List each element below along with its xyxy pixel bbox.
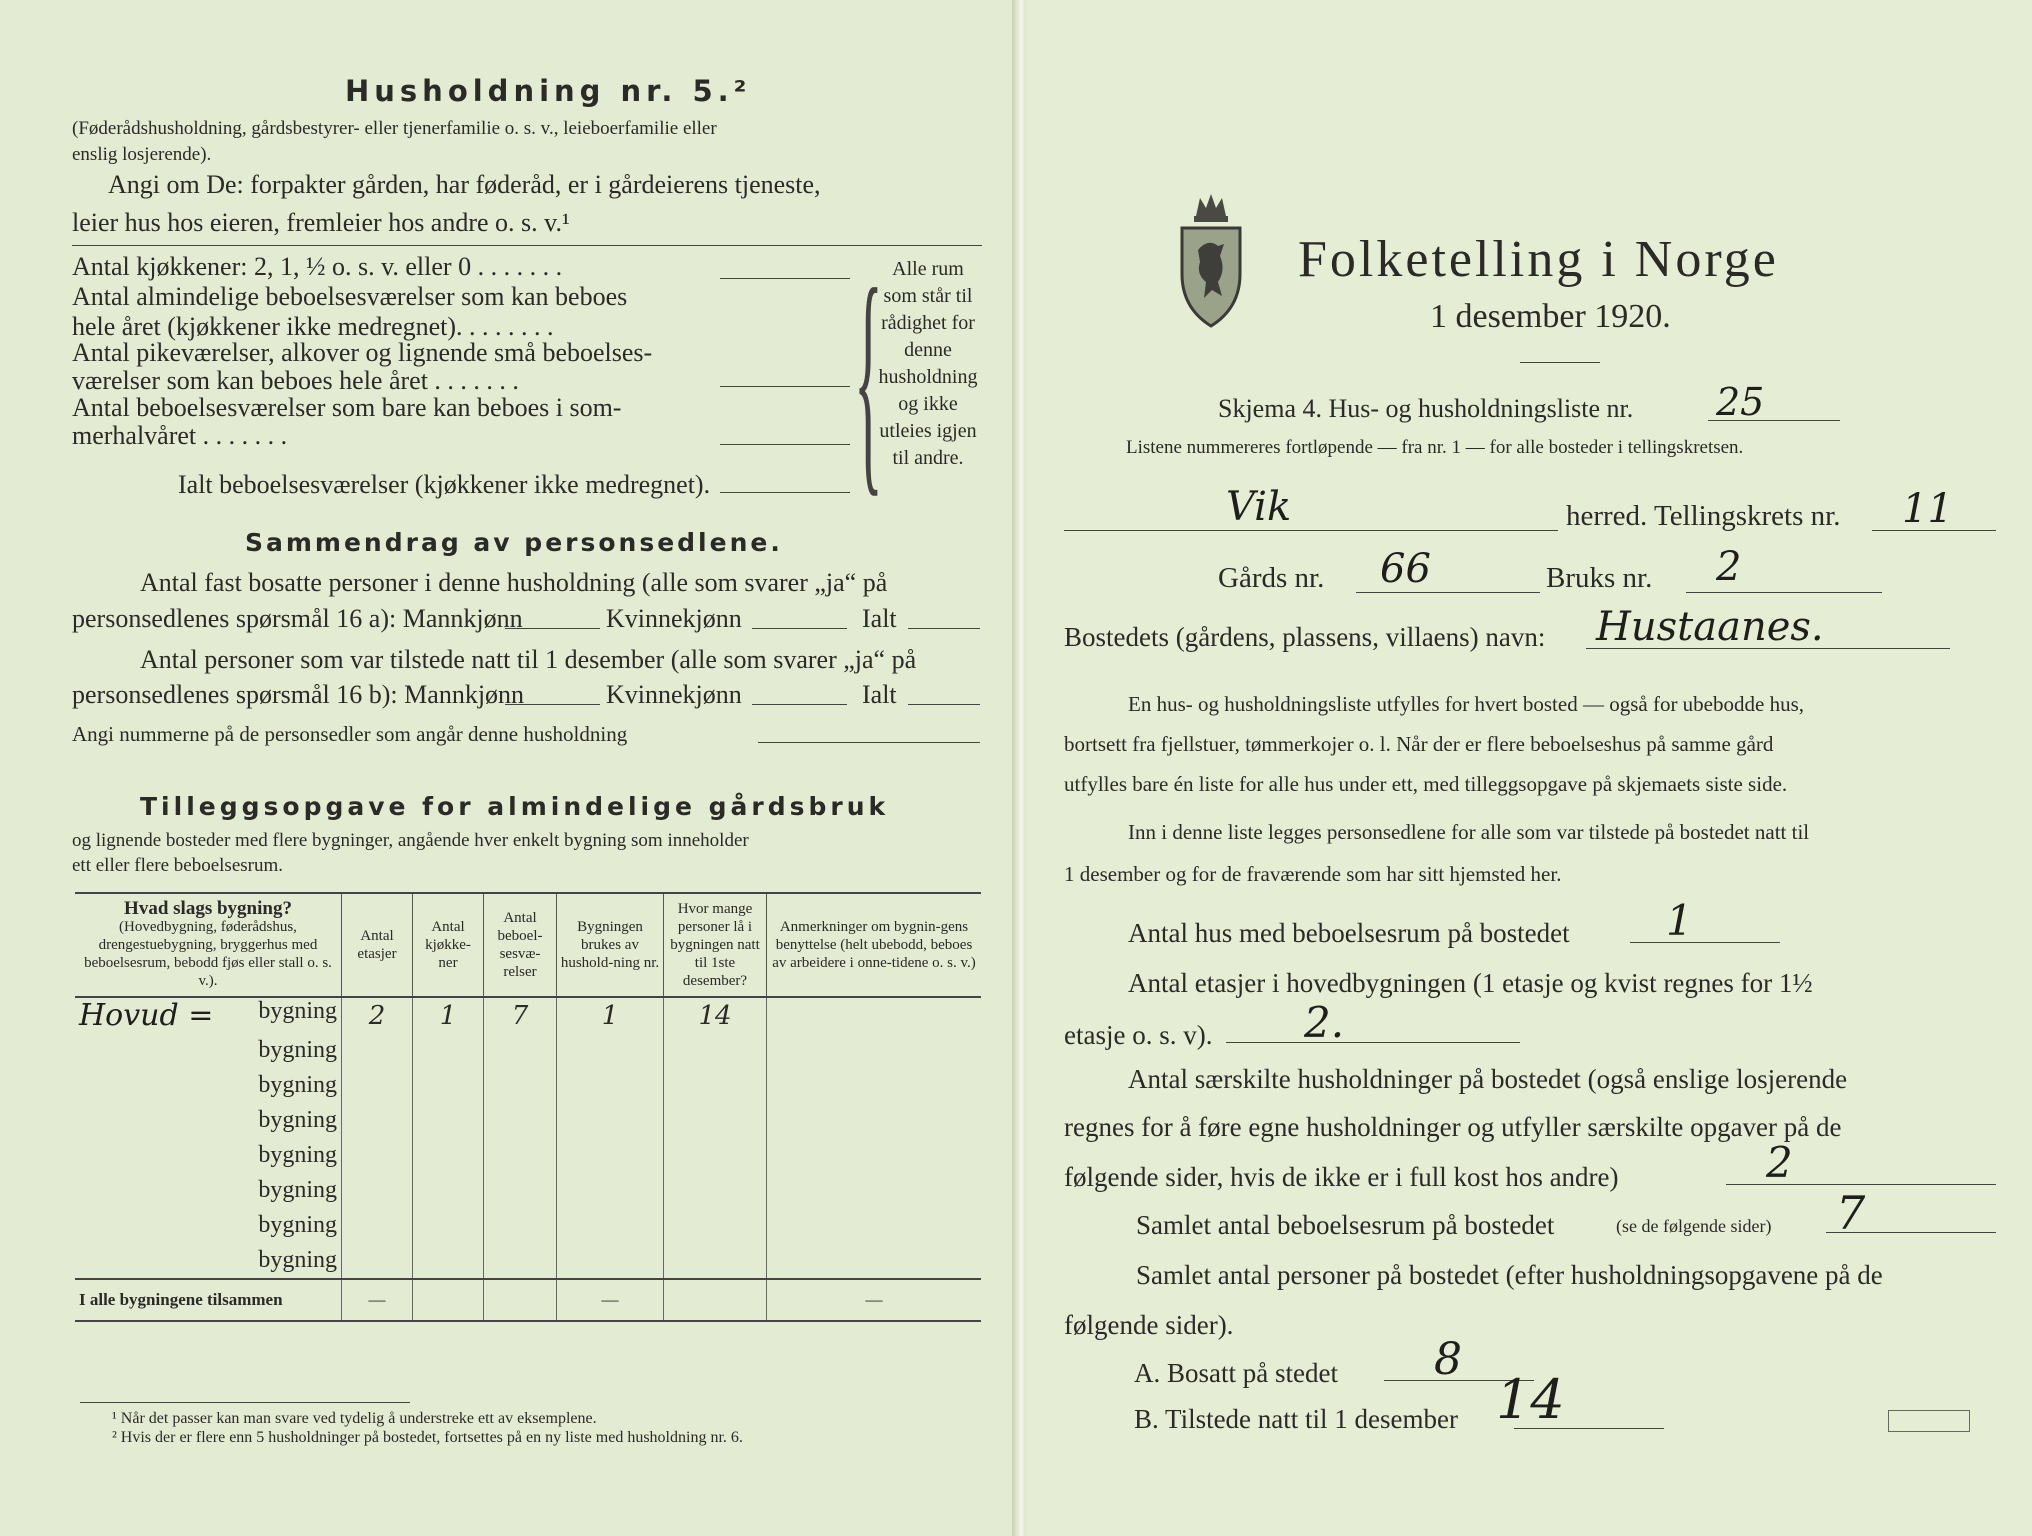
table-row bbox=[75, 1173, 981, 1208]
household-title: Husholdning nr. 5.² bbox=[345, 74, 752, 108]
building-row-label: bygning bbox=[258, 1247, 337, 1273]
maid-answer-line bbox=[720, 386, 850, 387]
household-cell bbox=[557, 1243, 664, 1279]
coat-of-arms-icon bbox=[1178, 190, 1244, 330]
kitchens-cell bbox=[413, 1068, 484, 1103]
bosted-label: Bostedets (gårdens, plassens, villaens) navn: bbox=[1064, 622, 1546, 652]
gards-value: 66 bbox=[1380, 546, 1431, 592]
sum-remarks: — bbox=[767, 1279, 982, 1321]
table-row bbox=[75, 1243, 981, 1279]
building-row-label: bygning bbox=[258, 1107, 337, 1133]
q-rooms-answer-line bbox=[1826, 1232, 1996, 1233]
remarks-cell bbox=[767, 1208, 982, 1243]
maid-rooms-label-2: værelser som kan beboes hele året . . . . . . . bbox=[72, 366, 519, 395]
total-answer-line bbox=[720, 492, 850, 493]
bosted-value: Hustaanes. bbox=[1596, 604, 1824, 650]
remarks-cell bbox=[767, 1103, 982, 1138]
floors-cell bbox=[342, 1103, 413, 1138]
persons-cell bbox=[664, 1138, 767, 1173]
q-floors-value: 2. bbox=[1304, 998, 1345, 1047]
q-houses-label: Antal hus med beboelsesrum på bostedet bbox=[1128, 918, 1570, 948]
floors-cell bbox=[342, 1173, 413, 1208]
schema-label: Skjema 4. Hus- og husholdningsliste nr. bbox=[1218, 394, 1634, 423]
col-persons-header: Hvor mange personer lå i bygningen natt til 1ste desember? bbox=[664, 893, 767, 997]
building-type-cell bbox=[75, 1103, 342, 1138]
bosted-answer-line bbox=[1586, 648, 1950, 649]
brace: { bbox=[854, 239, 883, 517]
building-table bbox=[75, 892, 981, 1322]
remarks-cell bbox=[767, 1068, 982, 1103]
sum-household: — bbox=[557, 1279, 664, 1321]
footnote-rule bbox=[80, 1402, 410, 1403]
sum-rooms bbox=[484, 1279, 557, 1321]
summary-p1-line2-c: Ialt bbox=[862, 604, 897, 633]
remarks-cell bbox=[767, 1243, 982, 1279]
total-rooms-label: Ialt beboelsesværelser (kjøkkener ikke medregnet). bbox=[178, 470, 711, 499]
floors-cell: 2 bbox=[342, 997, 413, 1033]
table-row bbox=[75, 1138, 981, 1173]
table-row bbox=[75, 1103, 981, 1138]
rooms-cell bbox=[484, 1173, 557, 1208]
floors-cell bbox=[342, 1138, 413, 1173]
intro-paren-1: (Føderådshusholdning, gårdsbestyrer- eller tjenerfamilie o. s. v., leieboerfamilie eller bbox=[72, 118, 717, 139]
angi-numbers-label: Angi nummerne på de personsedler som angår denne husholdning bbox=[72, 722, 628, 746]
household-cell bbox=[557, 1208, 664, 1243]
q-rooms-label: Samlet antal beboelsesrum på bostedet bbox=[1136, 1210, 1555, 1240]
q-persons-label-1: Samlet antal personer på bostedet (efter husholdningsopgavene på de bbox=[1136, 1260, 1883, 1290]
instruction-2: bortsett fra fjellstuer, tømmerkojer o. l. Når der er flere beboelseshus på samme gård bbox=[1064, 732, 1774, 756]
q-rooms-note: (se de følgende sider) bbox=[1616, 1216, 1772, 1236]
building-type-handwritten: Hovud = bbox=[79, 998, 214, 1033]
supplement-sub-2: ett eller flere beboelsesrum. bbox=[72, 855, 284, 876]
women-answer-line bbox=[752, 628, 847, 629]
persons-cell bbox=[664, 1068, 767, 1103]
sum-kitchens bbox=[413, 1279, 484, 1321]
table-body bbox=[75, 997, 981, 1321]
men-answer-line bbox=[505, 628, 600, 629]
floors-cell bbox=[342, 1208, 413, 1243]
building-type-cell bbox=[75, 997, 342, 1033]
building-type-cell bbox=[75, 1033, 342, 1068]
summary-p1-line1: Antal fast bosatte personer i denne husholdning (alle som svarer „ja“ på bbox=[140, 568, 888, 597]
q-b-answer-line bbox=[1514, 1428, 1664, 1429]
building-row-label: bygning bbox=[258, 1072, 337, 1098]
kitchens-cell bbox=[413, 1103, 484, 1138]
gards-answer-line bbox=[1356, 592, 1540, 593]
total-answer-line-1 bbox=[908, 628, 980, 629]
table-row bbox=[75, 1068, 981, 1103]
persons-cell bbox=[664, 1173, 767, 1208]
table-sum-row bbox=[75, 1279, 981, 1321]
floors-cell bbox=[342, 1033, 413, 1068]
q-rooms-value: 7 bbox=[1836, 1186, 1866, 1240]
bruks-value: 2 bbox=[1716, 544, 1742, 590]
col-type-header bbox=[75, 893, 342, 997]
summary-p1-line2-b: Kvinnekjønn bbox=[606, 604, 742, 633]
ordinary-rooms-label-1: Antal almindelige beboelsesværelser som kan beboes bbox=[72, 282, 628, 311]
supplement-sub-1: og lignende bosteder med flere bygninger, angående hver enkelt bygning som inneholder bbox=[72, 830, 749, 851]
summary-p2-line2-b: Kvinnekjønn bbox=[606, 680, 742, 709]
census-date: 1 desember 1920. bbox=[1430, 298, 1671, 335]
q-persons-label-2: følgende sider). bbox=[1064, 1310, 1234, 1340]
footnote-2: ² Hvis der er flere enn 5 husholdninger på bostedet, fortsettes på en ny liste med husholdning nr. 6. bbox=[112, 1429, 743, 1446]
table-row bbox=[75, 1208, 981, 1243]
building-type-cell bbox=[75, 1138, 342, 1173]
printer-stamp bbox=[1888, 1410, 1970, 1432]
kitchens-cell bbox=[413, 1033, 484, 1068]
krets-value: 11 bbox=[1902, 486, 1953, 532]
summary-heading: Sammendrag av personsedlene. bbox=[245, 528, 783, 557]
total-answer-line-2 bbox=[908, 704, 980, 705]
q-houses-value: 1 bbox=[1666, 896, 1693, 945]
footnote-1: ¹ Når det passer kan man svare ved tydelig å understreke ett av eksemplene. bbox=[112, 1410, 597, 1427]
rooms-cell bbox=[484, 1138, 557, 1173]
persons-cell bbox=[664, 1243, 767, 1279]
q-households-label-1: Antal særskilte husholdninger på bostedet (også enslige losjerende bbox=[1128, 1064, 1848, 1094]
table-row bbox=[75, 997, 981, 1033]
summer-rooms-label-2: merhalvåret . . . . . . . bbox=[72, 421, 288, 450]
q-a-label: A. Bosatt på stedet bbox=[1134, 1358, 1338, 1388]
kitchens-cell bbox=[413, 1173, 484, 1208]
right-page bbox=[1026, 0, 2032, 1536]
kitchens-cell bbox=[413, 1208, 484, 1243]
kitchens-cell bbox=[413, 1138, 484, 1173]
table-row bbox=[75, 1033, 981, 1068]
schema-answer-line bbox=[1708, 420, 1840, 421]
divider bbox=[72, 245, 982, 246]
angi-line-2: leier hus hos eieren, fremleier hos andre o. s. v.¹ bbox=[72, 208, 570, 237]
kitchens-cell bbox=[413, 1243, 484, 1279]
household-cell bbox=[557, 1068, 664, 1103]
household-cell bbox=[557, 1138, 664, 1173]
household-cell bbox=[557, 1173, 664, 1208]
q-households-answer-line bbox=[1726, 1184, 1996, 1185]
q-households-label-2: regnes for å føre egne husholdninger og utfyller særskilte opgaver på de bbox=[1064, 1112, 1842, 1142]
bruks-label: Bruks nr. bbox=[1546, 562, 1653, 594]
building-row-label: bygning bbox=[258, 1212, 337, 1238]
kitchens-answer-line bbox=[720, 278, 850, 279]
gards-label: Gårds nr. bbox=[1218, 562, 1325, 594]
persons-cell: 14 bbox=[664, 997, 767, 1033]
persons-cell bbox=[664, 1033, 767, 1068]
q-floors-answer-line bbox=[1226, 1042, 1520, 1043]
remarks-cell bbox=[767, 997, 982, 1033]
rooms-cell bbox=[484, 1208, 557, 1243]
floors-cell bbox=[342, 1243, 413, 1279]
title-rule bbox=[1520, 362, 1600, 363]
census-title: Folketelling i Norge bbox=[1298, 231, 1779, 288]
instruction-3: utfylles bare én liste for alle hus under ett, med tilleggsopgave på skjemaets siste side. bbox=[1064, 772, 1788, 796]
rooms-cell bbox=[484, 1068, 557, 1103]
herred-label: herred. bbox=[1566, 500, 1648, 532]
instruction-4: Inn i denne liste legges personsedlene for alle som var tilstede på bostedet natt til bbox=[1128, 820, 1810, 844]
kitchens-label: Antal kjøkkener: 2, 1, ½ o. s. v. eller 0 . . . . . . . bbox=[72, 252, 563, 281]
q-b-value: 14 bbox=[1496, 1368, 1565, 1431]
col-remarks-header: Anmerkninger om bygnin-gens benyttelse (helt ubebodd, beboes av arbeidere i onne-tidene o. s. v.) bbox=[767, 893, 982, 997]
women-answer-line-2 bbox=[752, 704, 847, 705]
q-houses-answer-line bbox=[1630, 942, 1780, 943]
q-households-value: 2 bbox=[1766, 1138, 1793, 1187]
q-b-label: B. Tilstede natt til 1 desember bbox=[1134, 1404, 1458, 1434]
building-type-cell bbox=[75, 1068, 342, 1103]
household-cell bbox=[557, 1033, 664, 1068]
rooms-cell bbox=[484, 1033, 557, 1068]
col-type-title: Hvad slags bygning? bbox=[124, 898, 292, 919]
remarks-cell bbox=[767, 1173, 982, 1208]
remarks-cell bbox=[767, 1138, 982, 1173]
herred-answer-line bbox=[1064, 530, 1558, 531]
remarks-cell bbox=[767, 1033, 982, 1068]
q-floors-label-1: Antal etasjer i hovedbygningen (1 etasje og kvist regnes for 1½ bbox=[1128, 968, 1813, 998]
herred-value: Vik bbox=[1226, 484, 1292, 530]
q-households-label-3: følgende sider, hvis de ikke er i full kost hos andre) bbox=[1064, 1162, 1619, 1192]
numbers-answer-line bbox=[758, 742, 980, 743]
persons-cell bbox=[664, 1103, 767, 1138]
sum-persons bbox=[664, 1279, 767, 1321]
krets-label: Tellingskrets nr. bbox=[1654, 500, 1841, 532]
col-kitchens-header: Antal kjøkke-ner bbox=[413, 893, 484, 997]
schema-value: 25 bbox=[1716, 380, 1765, 424]
building-type-cell bbox=[75, 1208, 342, 1243]
numbering-note: Listene nummereres fortløpende — fra nr. 1 — for alle bosteder i tellingskretsen. bbox=[1126, 437, 1744, 458]
men-answer-line-2 bbox=[505, 704, 600, 705]
krets-answer-line bbox=[1872, 530, 1996, 531]
maid-rooms-label-1: Antal pikeværelser, alkover og lignende små beboelses- bbox=[72, 338, 653, 367]
kitchens-cell: 1 bbox=[413, 997, 484, 1033]
instruction-5: 1 desember og for de fraværende som har sitt hjemsted her. bbox=[1064, 862, 1562, 886]
bruks-answer-line bbox=[1686, 592, 1882, 593]
summary-p2-line2-c: Ialt bbox=[862, 680, 897, 709]
building-type-cell bbox=[75, 1173, 342, 1208]
supplement-heading: Tilleggsopgave for almindelige gårdsbruk bbox=[140, 792, 890, 821]
summer-rooms-label-1: Antal beboelsesværelser som bare kan beboes i som- bbox=[72, 393, 622, 422]
col-used-by-header: Bygningen brukes av hushold-ning nr. bbox=[557, 893, 664, 997]
rooms-cell: 7 bbox=[484, 997, 557, 1033]
sum-label: I alle bygningene tilsammen bbox=[75, 1279, 342, 1321]
col-floors-header: Antal etasjer bbox=[342, 893, 413, 997]
building-row-label: bygning bbox=[258, 1142, 337, 1168]
summary-p1-line2-a: personsedlenes spørsmål 16 a): Mannkjønn bbox=[72, 604, 523, 633]
col-type-desc: (Hovedbygning, føderådshus, drengestuebygning, bryggerhus med beboelsesrum, bebodd fjøs eller stall o. s. v.). bbox=[84, 919, 332, 989]
building-row-label: bygning bbox=[258, 998, 337, 1024]
q-floors-label-2: etasje o. s. v). bbox=[1064, 1020, 1213, 1050]
angi-line-1: Angi om De: forpakter gården, har føderåd, er i gårdeierens tjeneste, bbox=[108, 170, 821, 199]
building-row-label: bygning bbox=[258, 1037, 337, 1063]
persons-cell bbox=[664, 1208, 767, 1243]
ordinary-rooms-label-2: hele året (kjøkkener ikke medregnet). . . . . . . . bbox=[72, 312, 554, 341]
instruction-1: En hus- og husholdningsliste utfylles for hvert bosted — også for ubebodde hus, bbox=[1128, 692, 1804, 716]
q-a-value: 8 bbox=[1434, 1334, 1462, 1385]
household-cell: 1 bbox=[557, 997, 664, 1033]
brace-note: Alle rum som står til rådighet for denne husholdning og ikke utleies igjen til andre. bbox=[878, 258, 978, 469]
floors-cell bbox=[342, 1068, 413, 1103]
summary-p2-line2-a: personsedlenes spørsmål 16 b): Mannkjønn bbox=[72, 680, 525, 709]
summary-p2-line1: Antal personer som var tilstede natt til 1 desember (alle som svarer „ja“ på bbox=[140, 645, 917, 674]
rooms-cell bbox=[484, 1103, 557, 1138]
intro-paren-2: enslig losjerende). bbox=[72, 144, 212, 165]
building-row-label: bygning bbox=[258, 1177, 337, 1203]
col-rooms-header: Antal beboel-sesvæ-relser bbox=[484, 893, 557, 997]
summer-answer-line bbox=[720, 444, 850, 445]
household-cell bbox=[557, 1103, 664, 1138]
building-type-cell bbox=[75, 1243, 342, 1279]
sum-floors: — bbox=[342, 1279, 413, 1321]
rooms-cell bbox=[484, 1243, 557, 1279]
